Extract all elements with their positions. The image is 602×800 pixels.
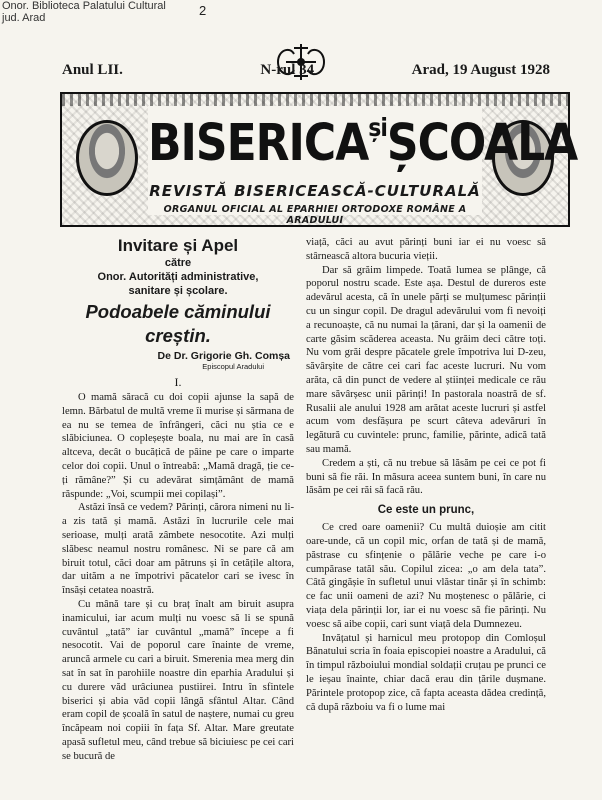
masthead-ornament — [62, 94, 568, 106]
section-heading: Ce este un prunc, — [377, 504, 475, 517]
issue-header — [62, 62, 550, 79]
masthead-subtitle: REVISTĂ BISERICEASCĂ-CULTURALĂ — [149, 182, 481, 200]
paragraph: Dar să grăim limpede. Toată lumea se plânge, că poporul nostru scade. Este așa. Destul de dureros este adevărul acesta, că în unele părți se mulțumesc părinții cu un singur copil. De dragul adevărului vom fi nevoiți a recunoaște, că nu numai la țărani, dar și la oamenii de carte găsim scăderea aceasta. Nu grăim deci către toți. Nu vom grăi despre păcatele grele împotriva lui D-zeu, săvârșite de către cei cari fac aceste lucruri. Nu vom arăta, că din punct de vedere al științei medicale ce rău mare săvârșesc unii părinți! In pastorala noastră de sf. Rusalii ale anului 1928 am arătat aceste lucruri și astfel acum vom desfășura pe scurt câteva adevăruri în legătură cu cuvintele: prunc, familie, părinte, adică tată sau mamă. — [306, 264, 546, 455]
paragraph: viață, căci au avut părinți buni iar ei nu voesc să stârnească altora bucuria vieții. — [306, 237, 546, 262]
paragraph: Invățatul și harnicul meu protopop din Comloșul Bănatului scria în foaia episcopiei noastre a Aradului, că în timpul războiului mondial soldații cruțau pe prunci ce le ieșau înainte, chiar dacă erau din țările dușmane. Părintele protopop zice, că fapta aceasta dădea credință, că după războiu va fi o lume mai — [306, 632, 546, 713]
article-subtitle: Podoabele căminului creștin. — [85, 301, 271, 346]
stamp-line-2: jud. Arad — [2, 12, 46, 24]
title-part-a: BISERICA — [148, 114, 369, 173]
masthead — [60, 92, 578, 227]
masthead-title — [148, 114, 578, 173]
paragraph: Ce cred oare oamenii? Cu multă duioșie am citit oare-unde, că un copil mic, orfan de tată și de mamă, păstrase cu sfințenie o pălărie veche pe care i-o cumpărase tatăl său. Copilul zicea: „o am dela tata”. Câtă gingășie în sufletul unui vlăstar tinăr și în schimb: ce fac unii oameni de azi? Nu moștenesc o pălărie, ci viața dela părinții lor, iar ei nu voesc să fie părinți. Nu voesc să aibe copii, cari sunt viață dela Dumnezeu. — [306, 522, 546, 630]
title-part-b: ȘCOALA — [386, 114, 578, 173]
article-recipients-1: Onor. Autorități administrative, — [97, 271, 259, 283]
library-stamp — [2, 0, 166, 24]
paragraph: Astăzi însă ce vedem? Părinți, cărora nimeni nu li-a zis tată și mamă. Astăzi în lucrurile cele mai serioase, mulți arată zâmbete nesocotite. Azi mulți slăbesc neamul nostru românesc. Ni se pare că am biruit totul, căci doar am pătruns și în cetățile altora, dar uităm a ne împotrivi păcatelor cari se ivesc în însăși cetatea noastră. — [62, 502, 294, 597]
paragraph: Credem a ști, că nu trebue să lăsăm pe cei ce pot fi buni să fie răi. In măsura aceea suntem buni, în care nu lăsăm pe cei răi să facă rău. — [306, 457, 546, 497]
place-date: Arad, 19 August 1928 — [411, 62, 550, 78]
section-number: I. — [174, 375, 182, 389]
masthead-inner — [148, 106, 578, 226]
article-recipients-2: sanitare și școlare. — [128, 285, 228, 297]
saint-medallion-left-icon — [76, 120, 138, 196]
issue-number: N-rul 34 — [260, 62, 315, 78]
stamp-line-1: Onor. Biblioteca Palatului Cultural — [2, 0, 166, 12]
masthead-organ: ORGANUL OFICIAL AL EPARHIEI ORTODOXE ROMÂNE A ARADULUI — [163, 204, 467, 226]
stamp-number: 2 — [199, 3, 207, 18]
article-author: De Dr. Grigorie Gh. Comșa — [157, 350, 290, 362]
right-column — [306, 236, 546, 714]
paragraph: O mamă săracă cu doi copii ajunse la sapă de lemn. Bărbatul de multă vreme îi murise și sărmana de ea nu se temea de înfrângeri, căci nu știa ce e slăbiciunea. O copleșește boala, nu mai are în casă altceva, decât o bucățică de pâine pe care o imparte celor doi copii. Unul o întreabă: „Mamă dragă, ție ce-ți rămâne?” Și cu adevărat simțământ de mamă răspunde: „Voi, scumpii mei copilași”. — [62, 392, 294, 500]
article-to: către — [164, 257, 192, 269]
paragraph: Cu mână tare și cu braț înalt am biruit asupra inamicului, iar acum mulți nu voesc să li se spună cuvântul „tată” iar cuvântul „mamă” începe a fi nesocotit. Vai de poporul care înainte de vreme, aruncă armele cu cari a biruit. Smerenia mea merg din sat în sat în parohiile noastre din eparhia Aradului și cu durere văd urâciunea pustiirei. Intru în sfintele biserici și abia văd copii lângă sfântul Altar. Când eram copil de școală în satul de naștere, numai cu greu încăpeam noi copiii în fața Sf. Altar. Mare greutate apasă sufletul meu, când trebue să biciuiesc pe cei cari se bucură de — [62, 598, 294, 762]
title-conjunction: și — [368, 114, 387, 143]
volume-label: Anul LII. — [62, 62, 123, 78]
article-title: Invitare și Apel — [117, 236, 239, 255]
left-column — [62, 236, 294, 764]
article-author-role: Episcopul Aradului — [202, 362, 264, 371]
